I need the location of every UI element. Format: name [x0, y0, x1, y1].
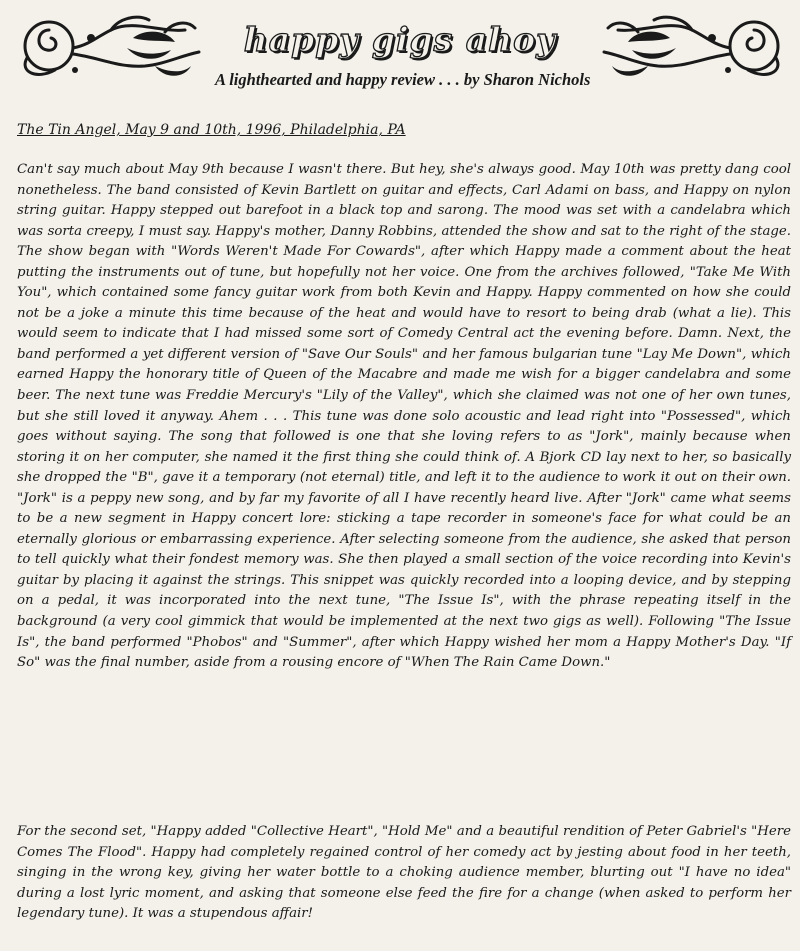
review-paragraph-2: For the second set, "Happy added "Collective Heart", "Hold Me" and a beautiful rendition of Peter Gabriel's "Here Comes The Flood". Happy had completely regained control of her comedy act by jesting about food in her teeth, singing in the wrong key, giving her water bottle to a choking audience member, blurting out "I have no idea" during a lost lyric moment, and asking that someone else feed the fire for a change (when asked to perform her legendary tune). It was a stupendous affair! — [17, 824, 791, 922]
flourish-ornament-left — [15, 8, 205, 86]
byline: A lighthearted and happy review . . . by Sharon Nichols — [215, 70, 591, 89]
venue-heading: The Tin Angel, May 9 and 10th, 1996, Philadelphia, PA — [17, 122, 406, 138]
page-title: happy gigs ahoy — [243, 20, 557, 59]
masthead — [215, 20, 591, 90]
review-paragraph-1: Can't say much about May 9th because I wasn't there. But hey, she's always good. May 10th was pretty dang cool nonetheless. The band consisted of Kevin Bartlett on guitar and effects, Carl Adami on bass, and Happy on nylon string guitar. Happy stepped out barefoot in a black top and sarong. The mood was set with a candelabra which was sorta creepy, I must say. Happy's mother, Danny Robbins, attended the show and sat to the right of the stage. The show began with "Words Weren't Made For Cowards", after which Happy made a comment about the heat putting the instruments out of tune, but hopefully not her voice. One from the archives followed, "Take Me With You", which contained some fancy guitar work from both Kevin and Happy. Happy commented on how she could not be a joke a minute this time because of the heat and would have to resort to being drab (what a lie). This would seem to indicate that I had missed some sort of Comedy Central act the evening before. Damn. Next, the band performed a yet different version of "Save Our Souls" and her famous bulgarian tune "Lay Me Down", which earned Happy the honorary title of Queen of the Macabre and made me wish for a bigger candelabra and some beer. The next tune was Freddie Mercury's "Lily of the Valley", which she claimed was not one of her own tunes, but she still loved it anyway. Ahem . . . This tune was done solo acoustic and lead right into "Possessed", which goes without saying. The song that followed is one that she loving refers to as "Jork", mainly because when storing it on her computer, she named it the first thing she could think of. A Bjork CD lay next to her, so basically she dropped the "B", gave it a temporary (not eternal) title, and left it to the audience to work it out on their own. "Jork" is a peppy new song, and by far my favorite of all I have recently heard live. After "Jork" came what seems to be a new segment in Happy concert lore: sticking a tape recorder in someone's face for what could be an eternally glorious or embarrassing experience. After selecting someone from the audience, she asked that person to tell quickly what their fondest memory was. She then played a small section of the voice recording into Kevin's guitar by placing it against the strings. This snippet was quickly recorded into a looping device, and by stepping on a pedal, it was incorporated into the next tune, "The Issue Is", with the phrase repeating itself in the background (a very cool gimmick that would be implemented at the next two gigs as well). Following "The Issue Is", the band performed "Phobos" and "Summer", after which Happy wished her mom a Happy Mother's Day. "If So" was the final number, aside from a rousing encore of "When The Rain Came Down." — [17, 162, 791, 671]
flourish-ornament-right — [598, 8, 788, 86]
